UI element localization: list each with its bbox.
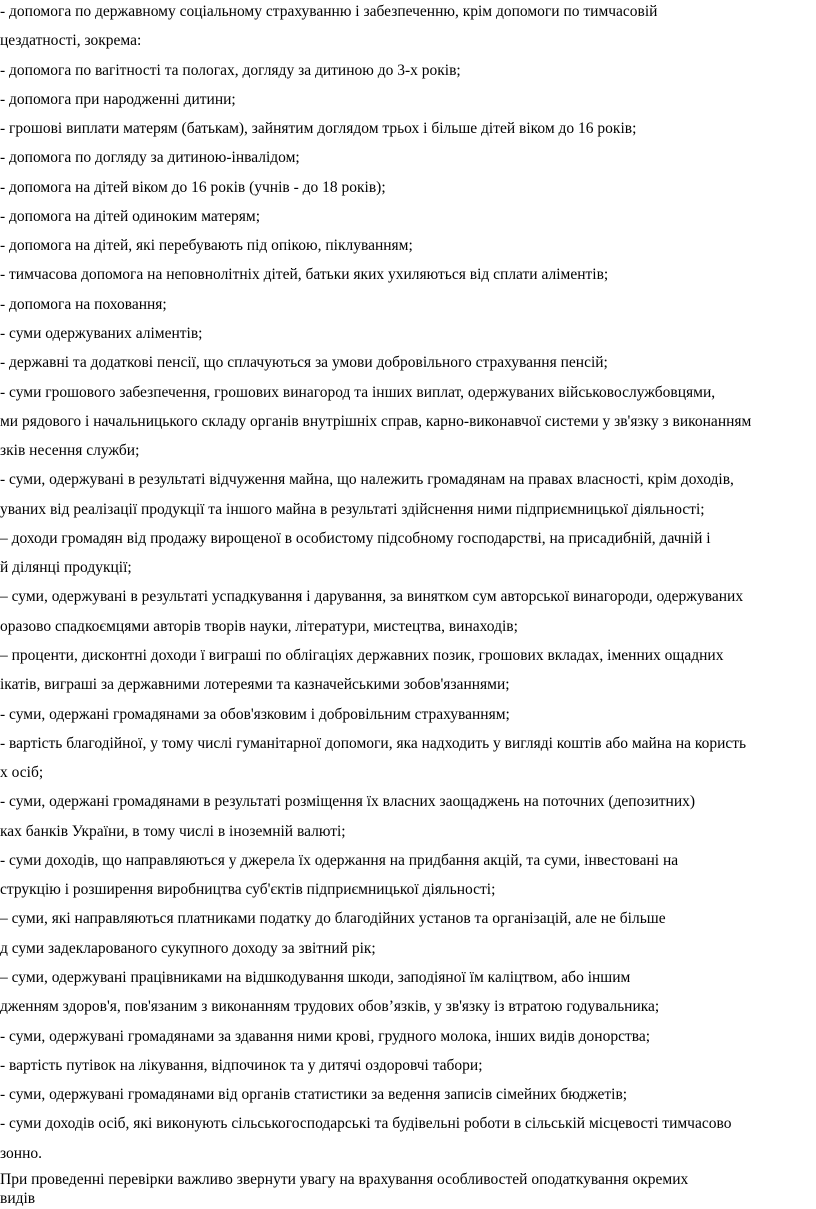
text-line: – доходи громадян від продажу вирощеної в особистому підсобному господарстві, на присадибній, дачній і bbox=[0, 530, 711, 547]
text-line: - суми доходів осіб, які виконують сільськогосподарські та будівельні роботи в сільській місцевості тимчасово bbox=[0, 1115, 732, 1132]
text-line: зонно. bbox=[0, 1145, 42, 1162]
text-line: ікатів, виграші за державними лотереями та казначейськими зобов'язаннями; bbox=[0, 676, 510, 693]
text-line: зків несення служби; bbox=[0, 442, 140, 459]
text-line: – суми, одержувані працівниками на відшкодування шкоди, заподіяної їм каліцтвом, або іншим bbox=[0, 969, 631, 986]
text-line: - допомога по державному соціальному страхуванню і забезпеченню, крім допомоги по тимчасовій bbox=[0, 3, 658, 20]
text-line: - допомога при народженні дитини; bbox=[0, 91, 236, 108]
text-line: - суми доходів, що направляються у джерела їх одержання на придбання акцій, та суми, інвестовані на bbox=[0, 852, 679, 869]
text-line: - допомога на дітей, які перебувають під опікою, піклуванням; bbox=[0, 237, 413, 254]
text-line: д суми задекларованого сукупного доходу за звітний рік; bbox=[0, 940, 376, 957]
text-line: - суми, одержані громадянами в результаті розміщення їх власних заощаджень на поточних (депозитних) bbox=[0, 793, 696, 810]
text-line: х осіб; bbox=[0, 764, 44, 781]
text-line: - суми грошового забезпечення, грошових винагород та інших виплат, одержуваних військовослужбовцями, bbox=[0, 384, 716, 401]
text-line: струкцію і розширення виробництва суб'єктів підприємницької діяльності; bbox=[0, 881, 496, 898]
text-line: - вартість путівок на лікування, відпочинок та у дитячі оздоровчі табори; bbox=[0, 1057, 483, 1074]
paragraph-line: При проведенні перевірки важливо звернути увагу на врахування особливостей оподаткування окремих bbox=[0, 1171, 689, 1188]
text-line: - допомога на дітей віком до 16 років (учнів - до 18 років); bbox=[0, 179, 386, 196]
text-line: ках банків України, в тому числі в іноземній валюті; bbox=[0, 823, 346, 840]
text-line: - суми, одержувані в результаті відчуження майна, що належить громадянам на правах власності, крім доходів, bbox=[0, 471, 734, 488]
text-line: - суми, одержані громадянами за обов'язковим і добровільним страхуванням; bbox=[0, 706, 510, 723]
text-line: – проценти, дисконтні доходи ї виграші по облігаціях державних позик, грошових вкладах, іменних ощадних bbox=[0, 647, 724, 664]
text-line: – суми, одержувані в результаті успадкування і дарування, за винятком сум авторської винагороди, одержуваних bbox=[0, 588, 744, 605]
text-line: цездатності, зокрема: bbox=[0, 32, 142, 49]
text-line: оразово спадкоємцями авторів творів науки, літератури, мистецтва, винаходів; bbox=[0, 618, 518, 635]
text-line: - державні та додаткові пенсії, що сплачуються за умови добровільного страхування пенсій; bbox=[0, 354, 608, 371]
text-line: - суми, одержувані громадянами від органів статистики за ведення записів сімейних бюджетів; bbox=[0, 1086, 628, 1103]
text-line: уваних від реалізації продукції та іншого майна в результаті здійснення ними підприємницької діяльності; bbox=[0, 501, 705, 518]
text-line: - суми, одержувані громадянами за здавання ними крові, грудного молока, інших видів донорства; bbox=[0, 1028, 651, 1045]
paragraph-line: видів bbox=[0, 1190, 36, 1207]
text-line: ми рядового і начальницького складу органів внутрішніх справ, карно-виконавчої системи у зв'язку з виконанням bbox=[0, 413, 752, 430]
text-line: - допомога на дітей одиноким матерям; bbox=[0, 208, 261, 225]
text-line: - допомога на поховання; bbox=[0, 296, 167, 313]
text-line: дженням здоров'я, пов'язаним з виконанням трудових обов’язків, у зв'язку із втратою годувальника; bbox=[0, 998, 660, 1015]
text-line: - допомога по вагітності та пологах, догляду за дитиною до 3-х років; bbox=[0, 62, 461, 79]
text-line: й ділянці продукції; bbox=[0, 559, 132, 576]
text-line: - тимчасова допомога на неповнолітніх дітей, батьки яких ухиляються від сплати аліментів; bbox=[0, 266, 609, 283]
text-line: - грошові виплати матерям (батькам), зайнятим доглядом трьох і більше дітей віком до 16 років; bbox=[0, 120, 637, 137]
text-line: - вартість благодійної, у тому числі гуманітарної допомоги, яка надходить у вигляді коштів або майна на користь bbox=[0, 735, 747, 752]
text-line: - суми одержуваних аліментів; bbox=[0, 325, 203, 342]
text-line: - допомога по догляду за дитиною-інвалідом; bbox=[0, 149, 300, 166]
text-line: – суми, які направляються платниками податку до благодійних установ та організацій, але не більше bbox=[0, 910, 666, 927]
